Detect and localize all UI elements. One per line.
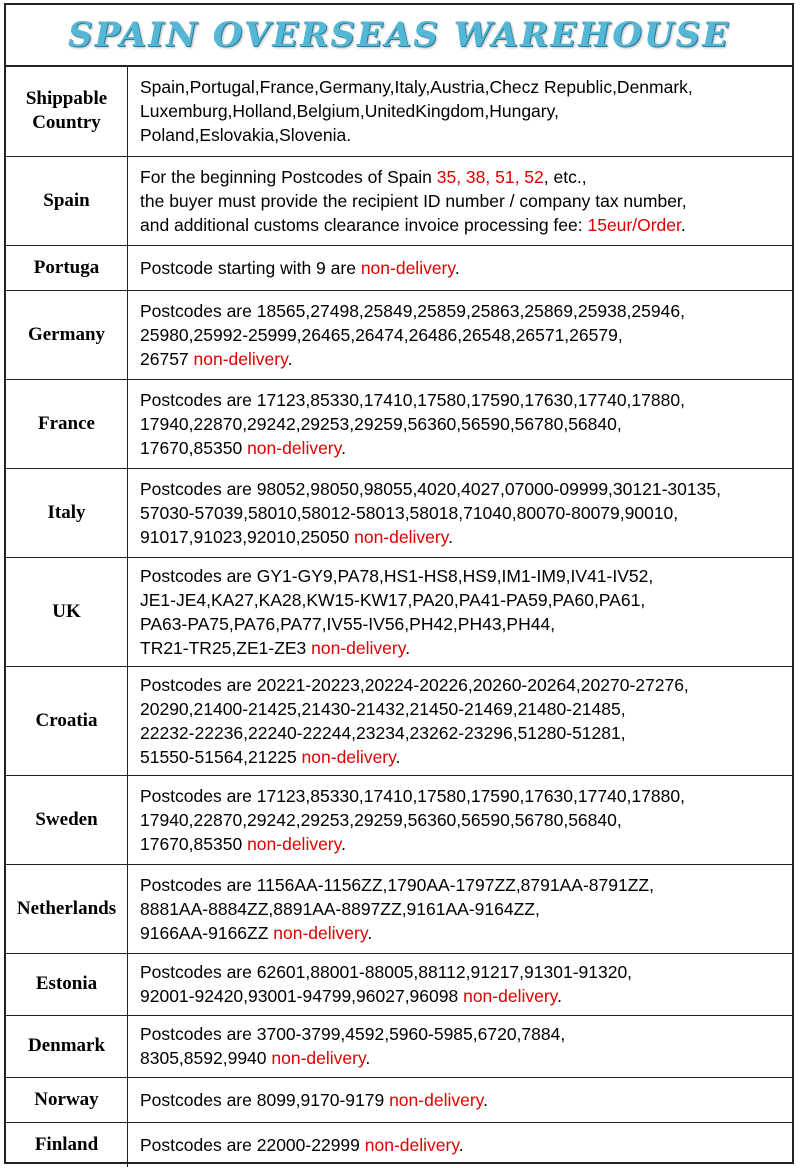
highlight-text: non-delivery	[463, 986, 558, 1006]
description-line	[140, 525, 788, 549]
description-text: TR21-TR25,ZE1-ZE3	[140, 637, 312, 658]
description-line	[140, 897, 788, 921]
description-line	[140, 388, 788, 412]
description-cell	[128, 1122, 793, 1167]
description-text: .	[483, 1089, 488, 1110]
description-cell	[128, 379, 793, 468]
description-text: .	[365, 1048, 371, 1068]
description-text: Postcodes are 17123,85330,17410,17580,17590,17630,17740,17880,	[140, 389, 685, 410]
table-row	[6, 775, 792, 864]
country-cell: Finland	[6, 1122, 128, 1167]
highlight-text: non-delivery	[389, 1089, 484, 1110]
table-row	[6, 468, 792, 557]
highlight-text: non-delivery	[301, 746, 396, 767]
table-row	[6, 290, 792, 379]
description-text: 17940,22870,29242,29253,29259,56360,56590,56780,56840,	[140, 809, 622, 830]
description-text: 51550-51564,21225	[140, 746, 302, 767]
description-text: .	[680, 214, 686, 235]
highlight-text: non-delivery	[364, 1134, 459, 1155]
description-cell	[128, 245, 793, 290]
description-text: Postcodes are 22000-22999	[140, 1134, 365, 1155]
description-text: 92001-92420,93001-94799,96027,96098	[140, 986, 464, 1006]
description-text: .	[287, 348, 293, 369]
highlight-text: 35, 38, 51, 52	[436, 166, 544, 187]
highlight-text: non-delivery	[273, 922, 368, 943]
table-row	[6, 67, 792, 156]
country-cell: France	[6, 379, 128, 468]
description-line	[140, 123, 788, 147]
description-text: .	[458, 1134, 464, 1155]
country-cell: Sweden	[6, 775, 128, 864]
country-cell: Norway	[6, 1077, 128, 1122]
description-line	[140, 436, 788, 460]
description-text: For the beginning Postcodes of Spain	[140, 166, 437, 187]
description-line	[140, 673, 788, 697]
description-text: Postcodes are 1156AA-1156ZZ,1790AA-1797ZZ,8791AA-8791ZZ,	[140, 874, 654, 895]
description-text: , etc.,	[543, 166, 587, 187]
description-text: 25980,25992-25999,26465,26474,26486,26548,26571,26579,	[140, 324, 623, 345]
description-text: 57030-57039,58010,58012-58013,58018,71040,80070-80079,90010,	[140, 502, 679, 523]
description-line	[140, 784, 788, 808]
description-cell	[128, 290, 793, 379]
highlight-text: non-delivery	[271, 1048, 366, 1068]
description-text: and additional customs clearance invoice processing fee:	[140, 214, 588, 235]
highlight-text: 15eur/Order	[587, 214, 681, 235]
description-line	[140, 299, 788, 323]
postcode-table-body	[6, 67, 792, 1167]
description-line	[140, 612, 788, 636]
description-line	[140, 588, 788, 612]
description-line	[140, 832, 788, 856]
description-line	[140, 256, 788, 280]
description-cell	[128, 775, 793, 864]
description-cell	[128, 557, 793, 666]
description-text: .	[367, 922, 373, 943]
description-text: Postcodes are GY1-GY9,PA78,HS1-HS8,HS9,IM1-IM9,IV41-IV52,	[140, 565, 654, 586]
description-line	[140, 960, 788, 984]
description-text: .	[395, 746, 401, 767]
table-row	[6, 245, 792, 290]
description-line	[140, 189, 788, 213]
description-line	[140, 323, 788, 347]
description-text: 8305,8592,9940	[140, 1048, 272, 1068]
description-text: Poland,Eslovakia,Slovenia.	[140, 125, 352, 146]
table-row	[6, 953, 792, 1015]
description-line	[140, 165, 788, 189]
description-text: Spain,Portugal,France,Germany,Italy,Austria,Checz Republic,Denmark,	[140, 77, 693, 98]
description-text: .	[557, 986, 562, 1006]
description-line	[140, 1133, 788, 1157]
description-line	[140, 477, 788, 501]
highlight-text: non-delivery	[193, 348, 288, 369]
description-cell	[128, 67, 793, 156]
description-text: Postcodes are 20221-20223,20224-20226,20260-20264,20270-27276,	[140, 674, 689, 695]
description-text: Postcodes are 8099,9170-9179	[140, 1089, 390, 1110]
description-cell	[128, 156, 793, 245]
country-cell: Netherlands	[6, 864, 128, 953]
table-row	[6, 1015, 792, 1077]
description-line	[140, 564, 788, 588]
description-line	[140, 697, 788, 721]
description-line	[140, 1022, 788, 1046]
table-row	[6, 557, 792, 666]
highlight-text: non-delivery	[311, 637, 406, 658]
table-row	[6, 1077, 792, 1122]
description-text: JE1-JE4,KA27,KA28,KW15-KW17,PA20,PA41-PA59,PA60,PA61,	[140, 589, 646, 610]
description-text: PA63-PA75,PA76,PA77,IV55-IV56,PH42,PH43,PH44,	[140, 613, 556, 634]
description-cell	[128, 1015, 793, 1077]
description-text: Postcodes are 3700-3799,4592,5960-5985,6720,7884,	[140, 1024, 566, 1044]
description-cell	[128, 468, 793, 557]
description-text: 9166AA-9166ZZ	[140, 922, 274, 943]
description-text: 91017,91023,92010,25050	[140, 526, 355, 547]
description-line	[140, 1046, 788, 1070]
description-line	[140, 873, 788, 897]
description-text: .	[448, 526, 454, 547]
description-text: Postcodes are 18565,27498,25849,25859,25863,25869,25938,25946,	[140, 300, 685, 321]
description-text: .	[341, 833, 346, 854]
highlight-text: non-delivery	[247, 437, 342, 458]
description-text: Postcode starting with 9 are	[140, 257, 361, 278]
description-text: Postcodes are 62601,88001-88005,88112,91217,91301-91320,	[140, 962, 633, 982]
description-line	[140, 636, 788, 660]
highlight-text: non-delivery	[360, 257, 455, 278]
description-line	[140, 745, 788, 769]
description-text: Postcodes are 98052,98050,98055,4020,4027,07000-09999,30121-30135,	[140, 478, 721, 499]
description-text: 20290,21400-21425,21430-21432,21450-21469,21480-21485,	[140, 698, 626, 719]
table-row	[6, 1122, 792, 1167]
description-text: 26757	[140, 348, 194, 369]
country-cell: Portuga	[6, 245, 128, 290]
description-text: Luxemburg,Holland,Belgium,UnitedKingdom,Hungary,	[140, 101, 559, 122]
description-cell	[128, 864, 793, 953]
description-line	[140, 347, 788, 371]
description-text: Postcodes are 17123,85330,17410,17580,17590,17630,17740,17880,	[140, 785, 685, 806]
postcode-table	[6, 67, 792, 1167]
description-line	[140, 984, 788, 1008]
country-cell: Italy	[6, 468, 128, 557]
description-text: .	[454, 257, 460, 278]
description-cell	[128, 666, 793, 775]
page-title: SPAIN OVERSEAS WAREHOUSE	[6, 5, 792, 67]
description-text: 17670,85350	[140, 437, 248, 458]
description-line	[140, 1088, 788, 1112]
country-cell: Croatia	[6, 666, 128, 775]
description-line	[140, 501, 788, 525]
highlight-text: non-delivery	[354, 526, 449, 547]
warehouse-sheet	[4, 3, 794, 1164]
description-text: .	[341, 437, 346, 458]
country-cell: Spain	[6, 156, 128, 245]
table-row	[6, 379, 792, 468]
description-text: the buyer must provide the recipient ID number / company tax number,	[140, 190, 687, 211]
description-text: 22232-22236,22240-22244,23234,23262-23296,51280-51281,	[140, 722, 626, 743]
country-cell: Denmark	[6, 1015, 128, 1077]
description-text: 17940,22870,29242,29253,29259,56360,56590,56780,56840,	[140, 413, 622, 434]
description-cell	[128, 953, 793, 1015]
description-line	[140, 412, 788, 436]
description-text: .	[405, 637, 411, 658]
description-text: 17670,85350	[140, 833, 248, 854]
highlight-text: non-delivery	[247, 833, 342, 854]
country-cell: Shippable Country	[6, 67, 128, 156]
table-row	[6, 666, 792, 775]
description-cell	[128, 1077, 793, 1122]
description-text: 8881AA-8884ZZ,8891AA-8897ZZ,9161AA-9164ZZ,	[140, 898, 540, 919]
country-cell: UK	[6, 557, 128, 666]
description-line	[140, 921, 788, 945]
table-row	[6, 156, 792, 245]
table-row	[6, 864, 792, 953]
description-line	[140, 213, 788, 237]
description-line	[140, 721, 788, 745]
description-line	[140, 808, 788, 832]
description-line	[140, 75, 788, 99]
country-cell: Germany	[6, 290, 128, 379]
description-line	[140, 99, 788, 123]
country-cell: Estonia	[6, 953, 128, 1015]
